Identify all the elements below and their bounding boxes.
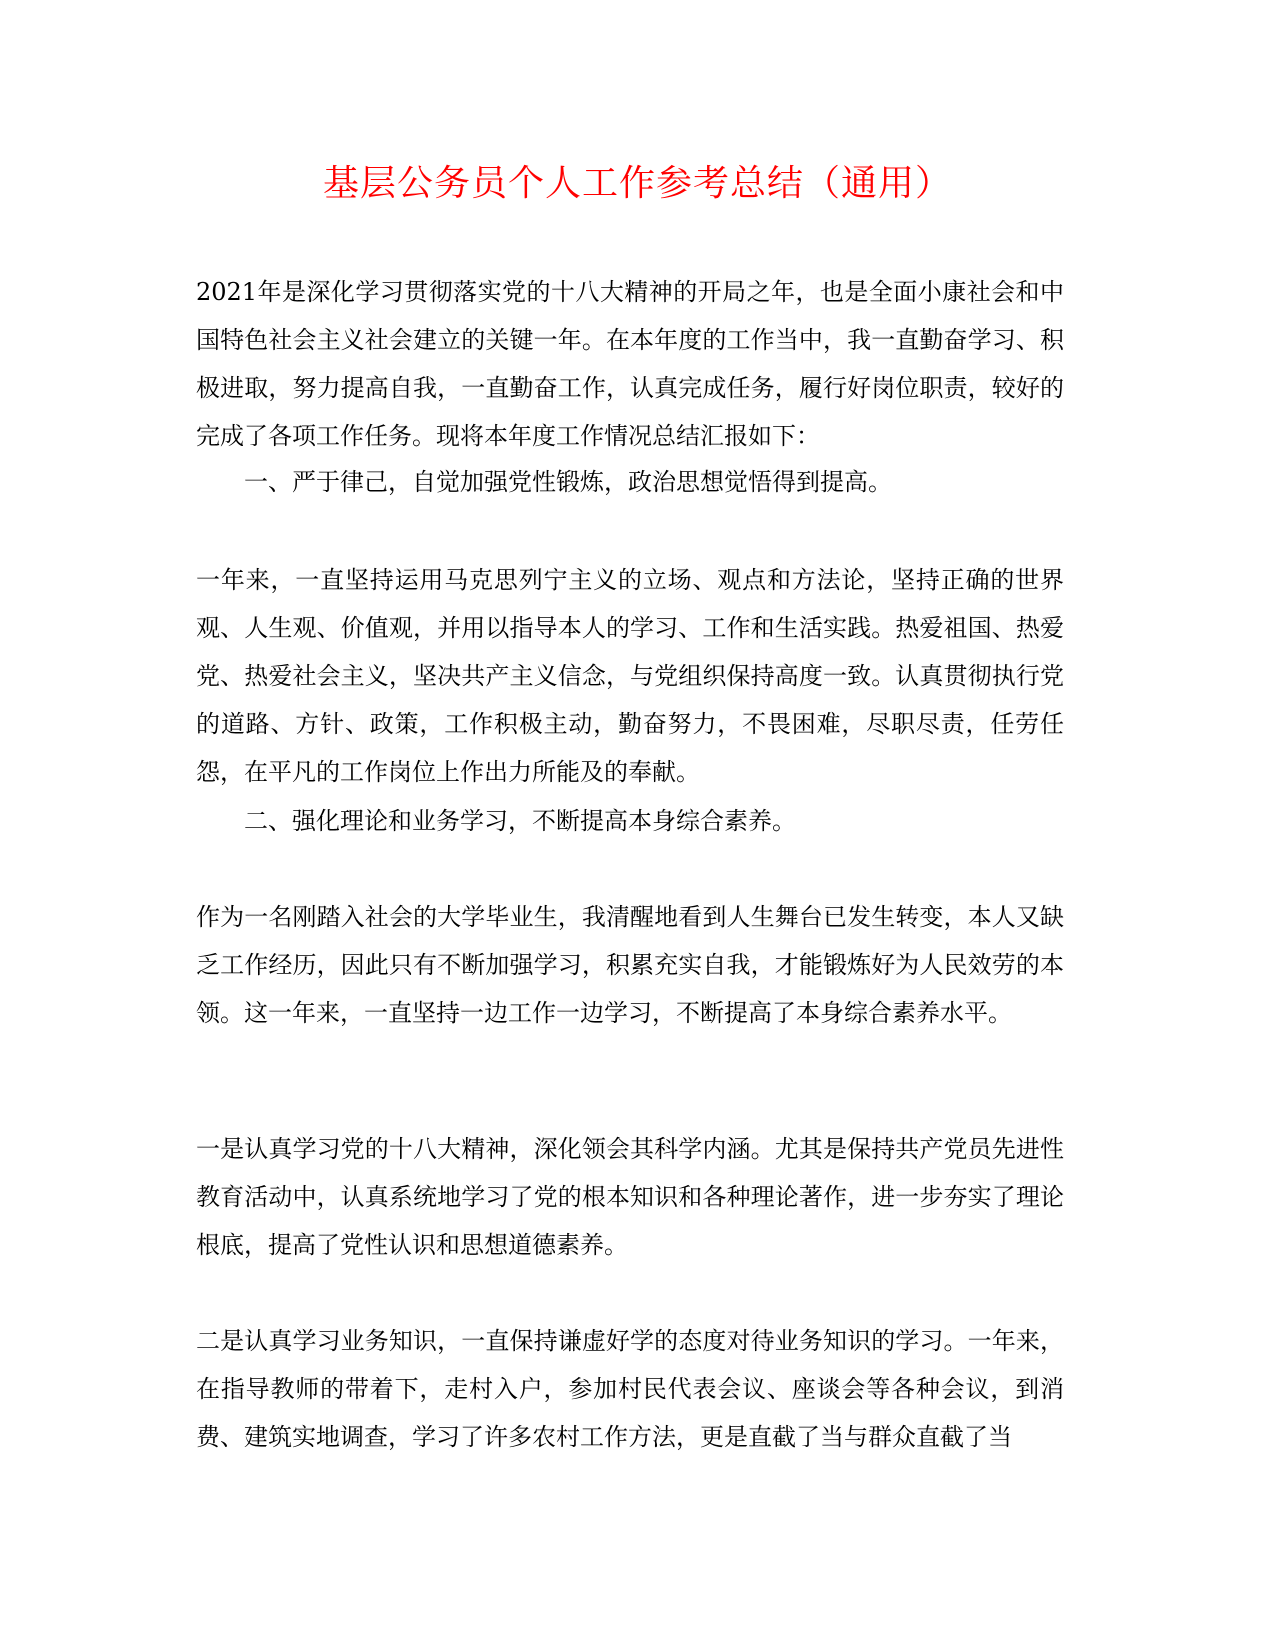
document-title: 基层公务员个人工作参考总结（通用）	[322, 163, 952, 204]
paragraph-intro: 2021年是深化学习贯彻落实党的十八大精神的开局之年，也是全面小康社会和中国特色社会主义社会建立的关键一年。在本年度的工作当中，我一直勤奋学习、积极进取，努力提高自我，一直勤奋工作，认真完成任务，履行好岗位职责，较好的完成了各项工作任务。现将本年度工作情况总结汇报如下：	[196, 278, 1064, 450]
paragraph-study: 作为一名刚踏入社会的大学毕业生，我清醒地看到人生舞台已发生转变，本人又缺乏工作经历，因此只有不断加强学习，积累充实自我，才能锻炼好为人民效劳的本领。这一年来，一直坚持一边工作一边学习，不断提高了本身综合素养水平。	[196, 903, 1064, 1027]
paragraph-point-one: 一是认真学习党的十八大精神，深化领会其科学内涵。尤其是保持共产党员先进性教育活动中，认真系统地学习了党的根本知识和各种理论著作，进一步夯实了理论根底，提高了党性认识和思想道德素养。	[196, 1135, 1064, 1259]
paragraph-political: 一年来，一直坚持运用马克思列宁主义的立场、观点和方法论，坚持正确的世界观、人生观、价值观，并用以指导本人的学习、工作和生活实践。热爱祖国、热爱党、热爱社会主义，坚决共产主义信念，与党组织保持高度一致。认真贯彻执行党的道路、方针、政策，工作积极主动，勤奋努力，不畏困难，尽职尽责，任劳任怨，在平凡的工作岗位上作出力所能及的奉献。	[196, 566, 1064, 786]
section-heading-2: 二、强化理论和业务学习，不断提高本身综合素养。	[244, 807, 796, 835]
paragraph-point-two: 二是认真学习业务知识，一直保持谦虚好学的态度对待业务知识的学习。一年来，在指导教师的带着下，走村入户，参加村民代表会议、座谈会等各种会议，到消费、建筑实地调查，学习了许多农村工作方法，更是直截了当与群众直截了当	[196, 1327, 1064, 1451]
section-heading-1: 一、严于律己，自觉加强党性锻炼，政治思想觉悟得到提高。	[244, 468, 892, 496]
